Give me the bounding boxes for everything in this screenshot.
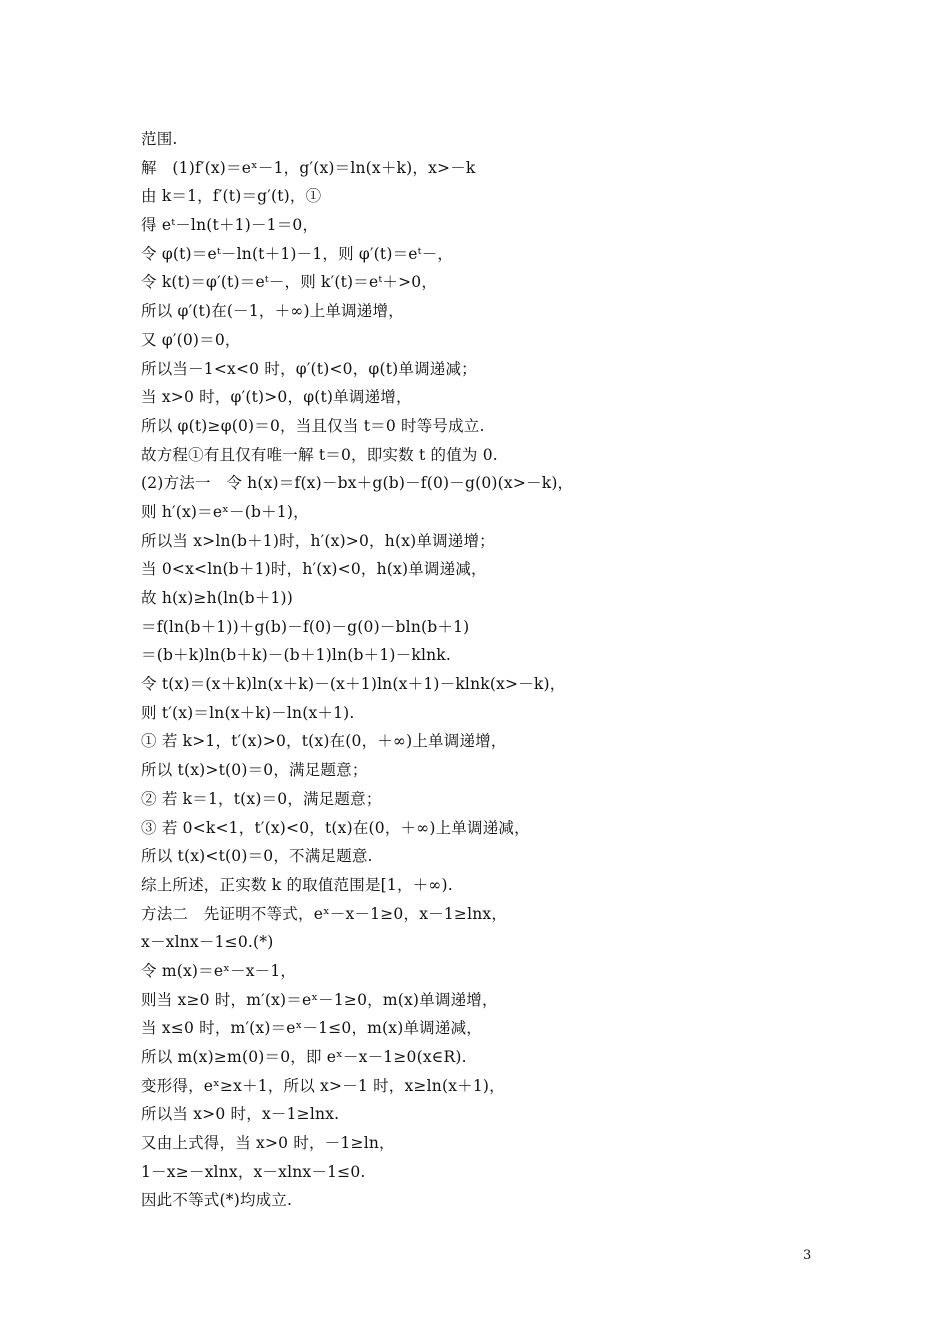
text-line: 得 eᵗ－ln(t＋1)－1＝0， bbox=[141, 216, 319, 235]
text-line: 所以 m(x)≥m(0)＝0，即 eˣ－x－1≥0(x∈R). bbox=[141, 1048, 467, 1066]
text-line: ＝(b＋k)ln(b＋k)－(b＋1)ln(b＋1)－klnk. bbox=[141, 646, 452, 665]
page-number: 3 bbox=[803, 1248, 812, 1263]
text-line: (2)方法一 令 h(x)＝f(x)－bx＋g(b)－f(0)－g(0)(x>－k)， bbox=[141, 474, 574, 493]
text-line: 解 (1)f′(x)＝eˣ－1，g′(x)＝ln(x＋k)，x>－k bbox=[141, 158, 476, 177]
text-line: 所以 φ(t)≥φ(0)＝0，当且仅当 t＝0 时等号成立. bbox=[141, 416, 485, 435]
text-line: ＝f(ln(b＋1))＋g(b)－f(0)－g(0)－bln(b＋1) bbox=[141, 617, 470, 636]
text-line: 则 t′(x)＝ln(x＋k)－ln(x＋1). bbox=[141, 703, 355, 722]
text-line: 令 t(x)＝(x＋k)ln(x＋k)－(x＋1)ln(x＋1)－klnk(x>－k)， bbox=[141, 675, 566, 694]
text-line: 所以 t(x)>t(0)＝0，满足题意； bbox=[141, 761, 368, 780]
text-line: 所以当－1<x<0 时，φ′(t)<0，φ(t)单调递减； bbox=[141, 359, 477, 378]
text-line: 所以当 x>ln(b＋1)时，h′(x)>0，h(x)单调递增； bbox=[141, 531, 495, 550]
text-line: 变形得，eˣ≥x＋1，所以 x>－1 时，x≥ln(x＋1)， bbox=[141, 1076, 505, 1095]
text-line: 所以 φ′(t)在(－1，＋∞)上单调递增， bbox=[141, 302, 404, 321]
text-line: 由 k＝1，f′(t)＝g′(t)，① bbox=[141, 187, 322, 206]
text-line: 令 m(x)＝eˣ－x－1， bbox=[141, 961, 297, 980]
text-line: ③ 若 0<k<1，t′(x)<0，t(x)在(0，＋∞)上单调递减， bbox=[141, 818, 530, 837]
text-line: ① 若 k>1，t′(x)>0，t(x)在(0，＋∞)上单调递增， bbox=[141, 732, 507, 751]
text-line: 所以当 x>0 时，x－1≥lnx. bbox=[141, 1105, 340, 1124]
text-line: 故 h(x)≥h(ln(b＋1)) bbox=[141, 589, 294, 607]
text-line: 又由上式得，当 x>0 时，－1≥ln， bbox=[141, 1134, 395, 1153]
text-line: 因此不等式(*)均成立. bbox=[141, 1191, 293, 1210]
text-line: 则当 x≥0 时，m′(x)＝eˣ－1≥0，m(x)单调递增， bbox=[141, 990, 498, 1009]
text-line: 故方程①有且仅有唯一解 t＝0，即实数 t 的值为 0. bbox=[141, 445, 498, 464]
text-line: x－xlnx－1≤0.(*) bbox=[141, 933, 274, 952]
text-line: 范围. bbox=[141, 130, 178, 148]
text-line: 1－x≥－xlnx，x－xlnx－1≤0. bbox=[141, 1162, 366, 1181]
text-line: 当 x>0 时，φ′(t)>0，φ(t)单调递增， bbox=[141, 388, 412, 407]
text-line: 所以 t(x)<t(0)＝0，不满足题意. bbox=[141, 847, 373, 866]
text-line: 当 x≤0 时，m′(x)＝eˣ－1≤0，m(x)单调递减， bbox=[141, 1019, 482, 1038]
text-line: 当 0<x<ln(b＋1)时，h′(x)<0，h(x)单调递减， bbox=[141, 560, 487, 579]
text-line: ② 若 k＝1，t(x)＝0，满足题意； bbox=[141, 789, 382, 808]
text-line: 方法二 先证明不等式，eˣ－x－1≥0，x－1≥lnx， bbox=[141, 904, 508, 923]
text-line: 令 k(t)＝φ′(t)＝eᵗ－，则 k′(t)＝eᵗ＋>0， bbox=[141, 273, 438, 292]
text-line: 则 h′(x)＝eˣ－(b＋1)， bbox=[141, 502, 309, 521]
text-line: 综上所述，正实数 k 的取值范围是[1，＋∞). bbox=[141, 875, 453, 894]
solution-text bbox=[141, 125, 841, 1215]
text-line: 又 φ′(0)＝0， bbox=[141, 330, 241, 349]
text-line: 令 φ(t)＝eᵗ－ln(t＋1)－1，则 φ′(t)＝eᵗ－， bbox=[141, 244, 454, 263]
